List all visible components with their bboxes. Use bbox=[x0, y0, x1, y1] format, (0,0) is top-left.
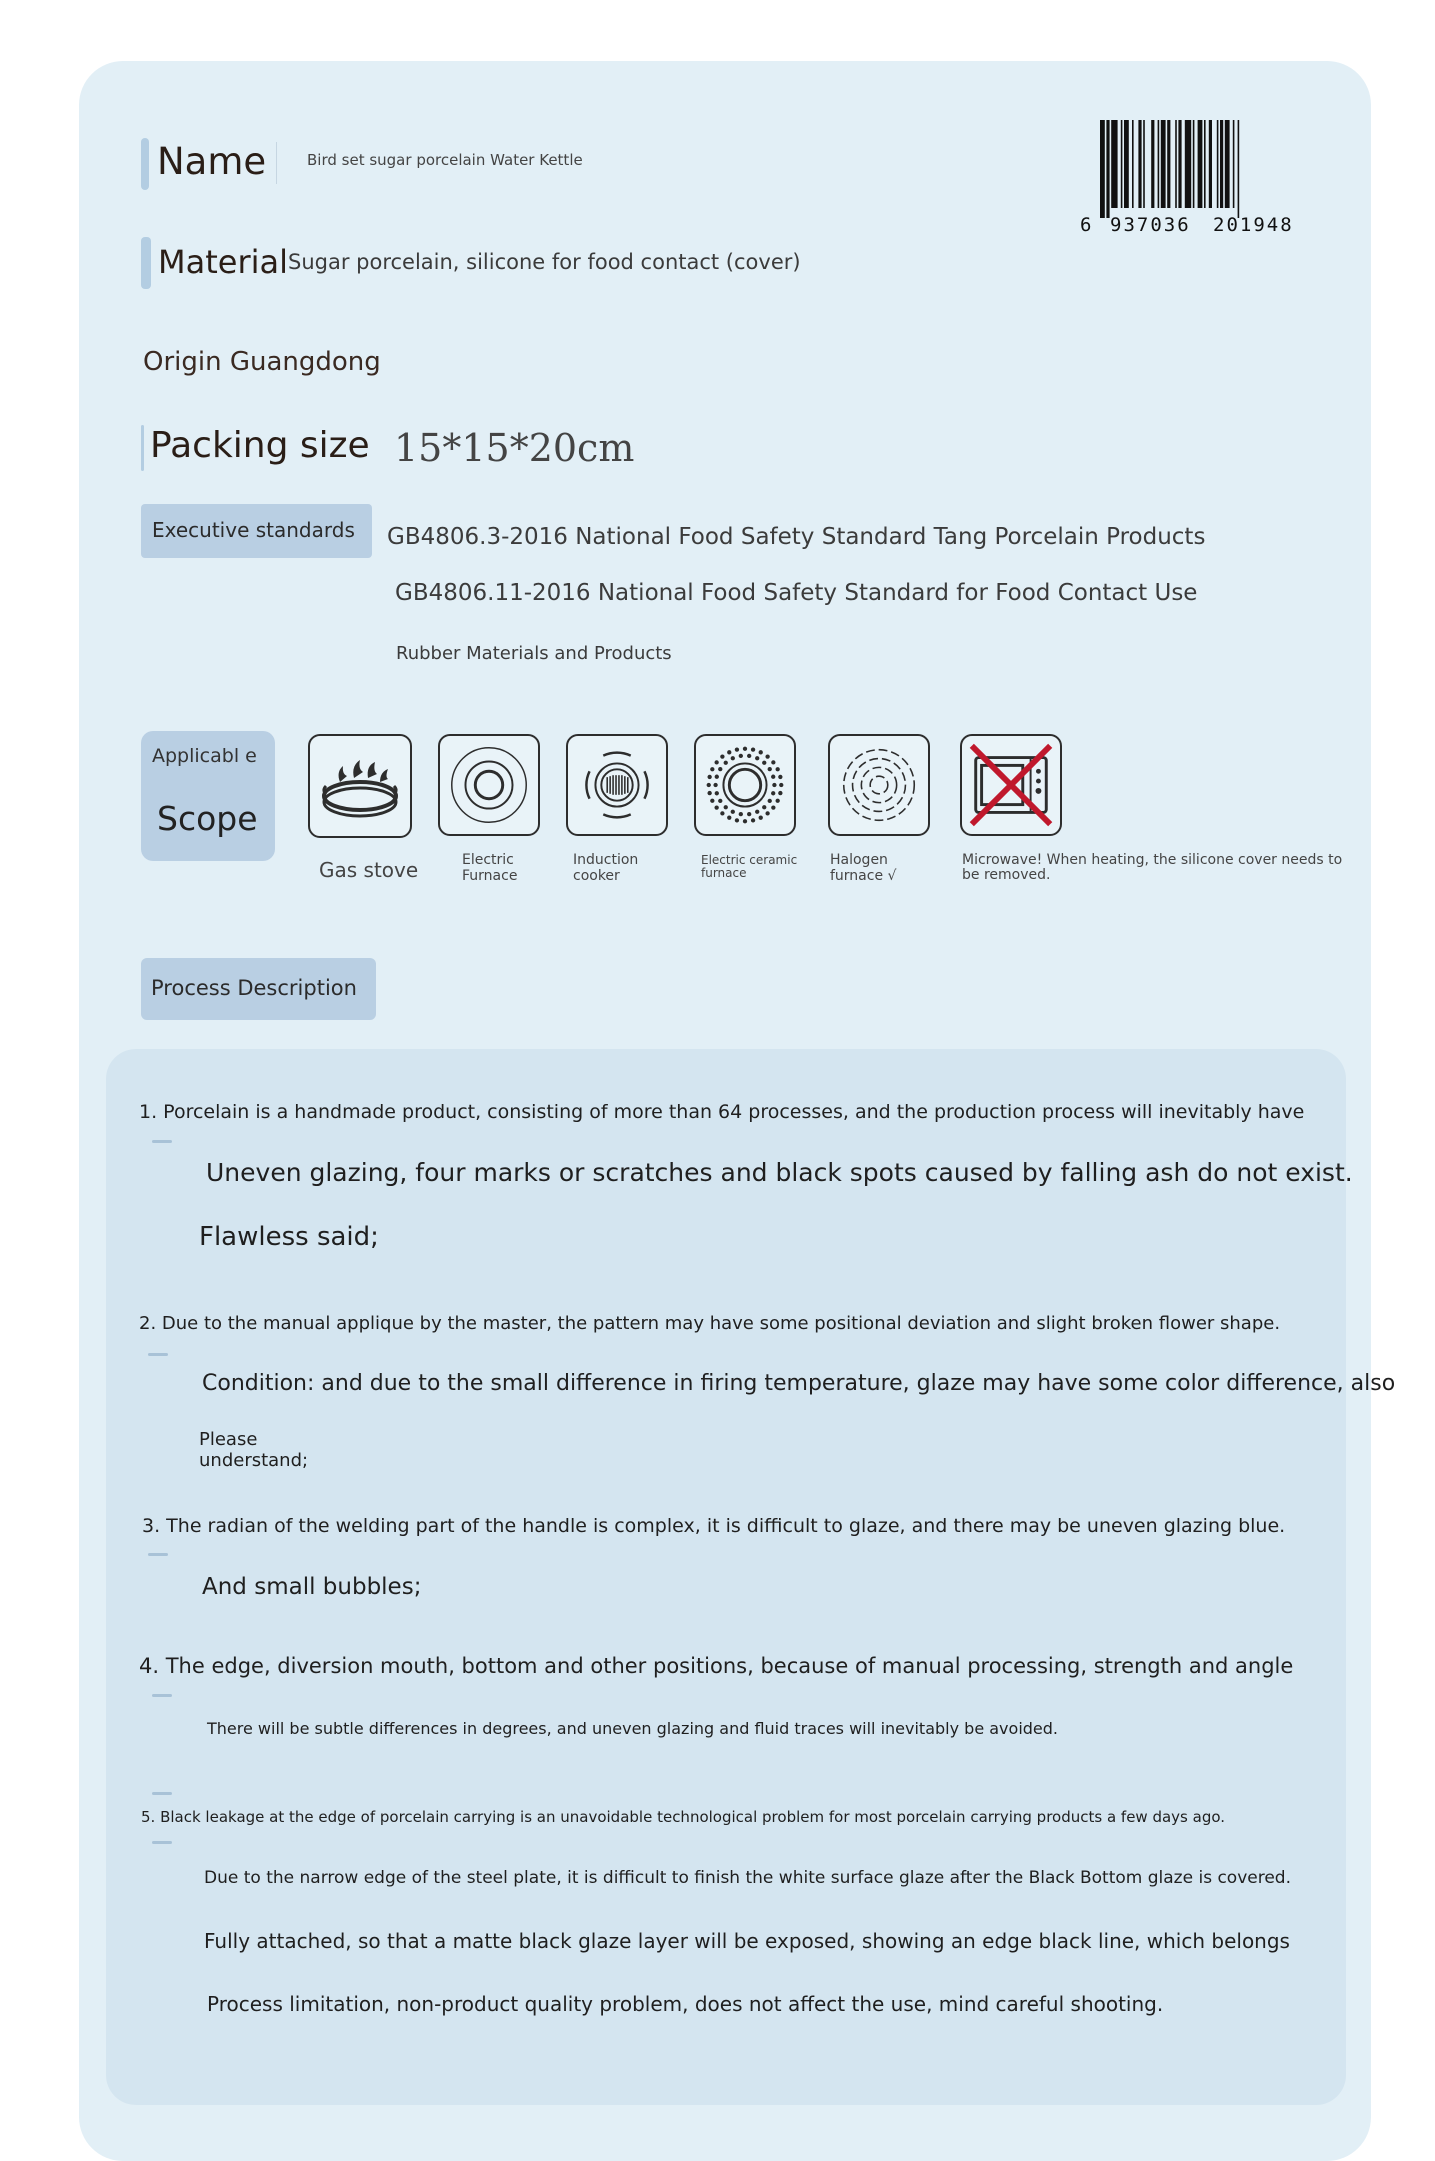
halogen-furnace-icon bbox=[828, 734, 930, 836]
scope-label-main: Scope bbox=[157, 799, 258, 838]
process-marker-5a bbox=[152, 1792, 172, 1795]
electric-furnace-caption bbox=[462, 852, 517, 884]
process-marker-2 bbox=[148, 1353, 168, 1356]
electric-caption-1: Electric bbox=[462, 852, 514, 868]
microwave-caption-2: be removed. bbox=[962, 867, 1051, 883]
halogen-caption-1: Halogen bbox=[830, 852, 888, 868]
process-label: Process Description bbox=[151, 976, 357, 1000]
gas-stove-icon bbox=[308, 734, 412, 838]
process-line-8: 3. The radian of the welding part of the handle is complex, it is difficult to glaze, and there may be uneven glazing blue. bbox=[142, 1515, 1286, 1537]
process-marker-3 bbox=[148, 1553, 168, 1556]
electric-furnace-icon bbox=[438, 734, 540, 836]
electric-caption-2: Furnace bbox=[462, 868, 518, 884]
scope-label-top bbox=[152, 746, 262, 767]
process-line-14: Fully attached, so that a matte black glaze layer will be exposed, showing an edge black line, which belongs bbox=[204, 1929, 1290, 1953]
process-line-3: Flawless said; bbox=[199, 1222, 379, 1252]
material-value: Sugar porcelain, silicone for food contact (cover) bbox=[288, 250, 801, 274]
barcode-digits-right: 201948 bbox=[1213, 214, 1294, 236]
ceramic-caption-2: furnace bbox=[701, 866, 747, 880]
process-marker-4 bbox=[152, 1694, 172, 1697]
electric-ceramic-furnace-icon bbox=[694, 734, 796, 836]
process-line-4: 2. Due to the manual applique by the master, the pattern may have some positional deviation and slight broken flower shape. bbox=[139, 1313, 1281, 1334]
induction-cooker-icon bbox=[566, 734, 668, 836]
process-line-6: Please bbox=[199, 1429, 258, 1450]
induction-cooker-caption bbox=[573, 852, 638, 884]
microwave-caption bbox=[962, 853, 1342, 883]
process-line-1: 1. Porcelain is a handmade product, consisting of more than 64 processes, and the production process will inevitably have bbox=[139, 1101, 1305, 1123]
microwave-caption-1: Microwave! When heating, the silicone cover needs to bbox=[962, 852, 1343, 868]
process-marker-1 bbox=[152, 1140, 172, 1143]
packing-value: 15*15*20cm bbox=[394, 426, 635, 470]
packing-label: Packing size bbox=[150, 425, 370, 466]
process-line-11: There will be subtle differences in degrees, and uneven glazing and fluid traces will inevitably be avoided. bbox=[207, 1719, 1058, 1738]
standards-label: Executive standards bbox=[152, 518, 355, 542]
microwave-crossed-icon bbox=[960, 734, 1062, 836]
barcode-bars bbox=[1080, 118, 1320, 218]
standards-line-3: Rubber Materials and Products bbox=[396, 643, 672, 664]
barcode-digits-mid: 937036 bbox=[1110, 214, 1191, 236]
barcode bbox=[1080, 118, 1320, 240]
process-line-9: And small bubbles; bbox=[202, 1574, 422, 1600]
process-line-13: Due to the narrow edge of the steel plate, it is difficult to finish the white surface glaze after the Black Bottom glaze is covered. bbox=[204, 1868, 1291, 1888]
process-line-10: 4. The edge, diversion mouth, bottom and other positions, because of manual processing, strength and angle bbox=[139, 1654, 1294, 1678]
standards-line-1: GB4806.3-2016 National Food Safety Standard Tang Porcelain Products bbox=[387, 524, 1206, 550]
electric-ceramic-furnace-caption bbox=[701, 854, 797, 880]
name-value: Bird set sugar porcelain Water Kettle bbox=[307, 151, 583, 169]
process-line-12: 5. Black leakage at the edge of porcelain carrying is an unavoidable technological problem for most porcelain carrying products a few days ago. bbox=[141, 1808, 1226, 1826]
halogen-caption-2: furnace √ bbox=[830, 868, 897, 884]
induction-caption-1: Induction bbox=[573, 852, 639, 868]
process-line-2: Uneven glazing, four marks or scratches and black spots caused by falling ash do not exist. bbox=[206, 1158, 1353, 1187]
name-separator bbox=[276, 142, 277, 184]
process-line-15: Process limitation, non-product quality problem, does not affect the use, mind careful shooting. bbox=[207, 1992, 1164, 2016]
process-line-5: Condition: and due to the small difference in firing temperature, glaze may have some color difference, also bbox=[202, 1371, 1396, 1396]
process-line-7: understand; bbox=[199, 1450, 309, 1471]
origin-text: Origin Guangdong bbox=[143, 347, 381, 377]
ceramic-caption-1: Electric ceramic bbox=[701, 853, 798, 867]
name-label: Name bbox=[157, 140, 267, 183]
material-marker bbox=[141, 237, 151, 289]
packing-marker bbox=[141, 425, 144, 471]
induction-caption-2: cooker bbox=[573, 868, 620, 884]
barcode-digit-left: 6 bbox=[1080, 214, 1092, 236]
halogen-furnace-caption bbox=[830, 852, 896, 884]
process-marker-5b bbox=[152, 1841, 172, 1844]
name-marker bbox=[141, 138, 149, 190]
scope-label-top-text: Applicabl e bbox=[152, 745, 257, 767]
gas-stove-caption: Gas stove bbox=[319, 858, 419, 882]
standards-line-2: GB4806.11-2016 National Food Safety Standard for Food Contact Use bbox=[395, 580, 1198, 606]
material-label: Material bbox=[158, 243, 288, 281]
